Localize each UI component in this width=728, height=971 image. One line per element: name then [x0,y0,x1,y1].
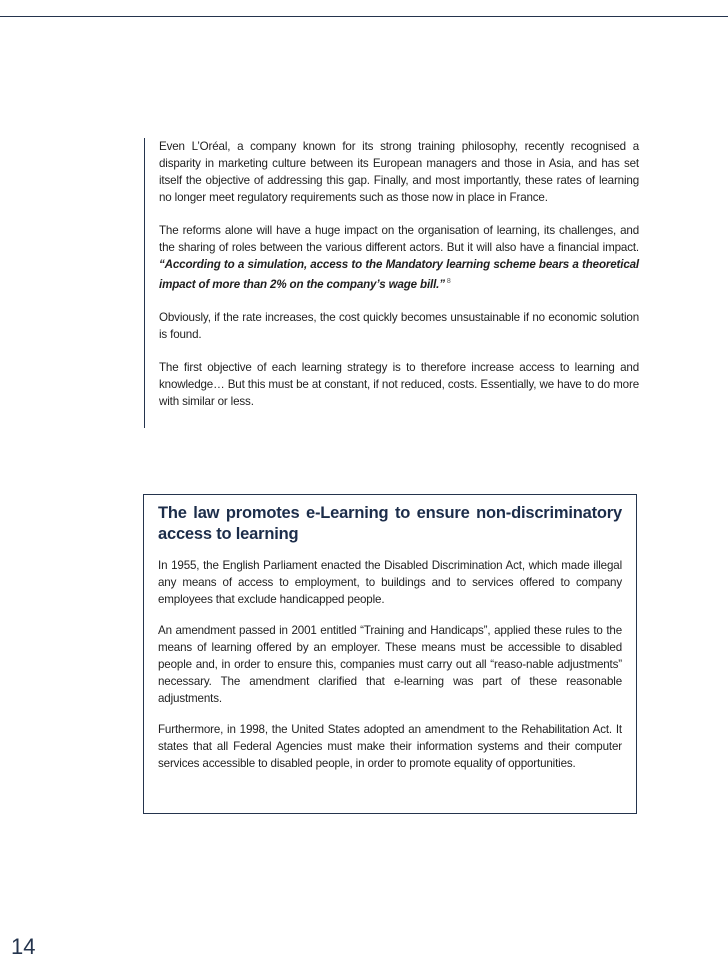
top-rule [0,16,728,17]
simulation-quote: “According to a simulation, access to the Mandatory learning scheme bears a theoretical impact of more than 2% on the company’s wage bill.” [159,258,639,291]
paragraph-rate-increase: Obviously, if the rate increases, the cost quickly becomes unsustainable if no economic solution is found. [159,310,639,341]
footnote-marker: 8 [446,278,451,285]
paragraph-first-objective: The first objective of each learning strategy is to therefore increase access to learning and knowledge… But this must be at constant, if not reduced, costs. Essentially, we have to do more with similar or less. [159,360,639,408]
callout-paragraph-uk-act: In 1955, the English Parliament enacted the Disabled Discrimination Act, which made illegal any means of access to employment, to buildings and to services offered to company employees that exclude handicapped people. [158,559,622,606]
callout-paragraph-us-1998: Furthermore, in 1998, the United States adopted an amendment to the Rehabilitation Act. It states that all Federal Agencies must make their information systems and their computer services accessible to disabled people, in order to promote equality of opportunities. [158,723,622,770]
paragraph-loreal: Even L’Oréal, a company known for its strong training philosophy, recently recognised a disparity in marketing culture between its European managers and those in Asia, and has set itself the objective of addressing this gap. Finally, and most importantly, these rates of learning no longer meet regulatory requirements such as those now in place in France. [159,140,639,204]
paragraph-reforms-text: The reforms alone will have a huge impact on the organisation of learning, its challenges, and the sharing of roles between the various different actors. But it will also have a financial impact. [159,224,639,254]
paragraph-reforms [159,222,639,293]
page-number: 14 [11,934,36,959]
callout-paragraph-amendment-2001: An amendment passed in 2001 entitled “Training and Handicaps”, applied these rules to the means of learning offered by an employer. These means must be accessible to disabled people and, in order to ensure this, companies must carry out all “reaso-nable adjustments” necessary. The amendment clarified that e-learning was part of these reasonable adjustments. [158,624,622,705]
callout-title: The law promotes e-Learning to ensure non-discriminatory access to learning [158,504,622,543]
callout-box [143,494,637,814]
main-text-column [144,138,639,428]
